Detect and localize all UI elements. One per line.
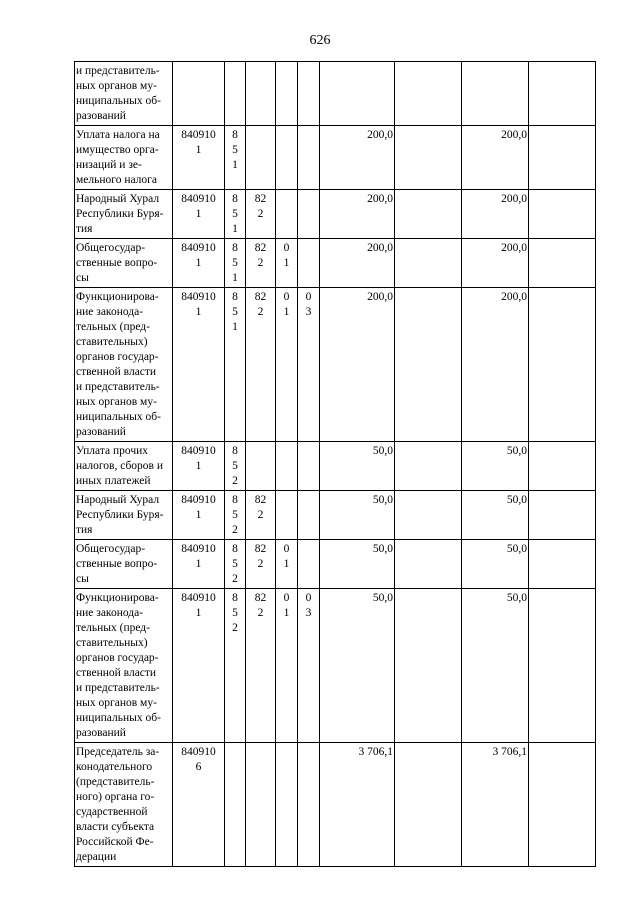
row-section-cell: 0 1 [276,589,298,743]
row-code-cell: 840910 1 [173,239,225,288]
row-amount-2-cell [395,442,462,491]
row-amount-4-cell [529,540,596,589]
row-kvr-cell: 8 5 2 [225,589,246,743]
row-amount-2-cell [395,190,462,239]
row-kvr-cell [225,743,246,867]
row-kvr-cell: 8 5 1 [225,288,246,442]
row-gov-cell [246,126,276,190]
row-kvr-cell [225,62,246,126]
page-number: 626 [309,33,331,48]
row-subsection-cell [298,62,320,126]
row-amount-2-cell [395,540,462,589]
row-amount-2-cell [395,62,462,126]
row-code-cell: 840910 1 [173,190,225,239]
row-amount-3-cell: 50,0 [462,442,529,491]
row-amount-4-cell [529,491,596,540]
row-code-cell: 840910 1 [173,442,225,491]
row-gov-cell: 82 2 [246,239,276,288]
table-row [75,589,596,743]
row-subsection-cell: 0 3 [298,288,320,442]
row-subsection-cell: 0 3 [298,589,320,743]
row-amount-2-cell [395,491,462,540]
row-amount-3-cell: 3 706,1 [462,743,529,867]
row-name-cell: Уплата прочих налогов, сборов и иных платежей [75,442,173,491]
row-kvr-cell: 8 5 2 [225,442,246,491]
row-section-cell [276,743,298,867]
row-amount-2-cell [395,589,462,743]
row-amount-4-cell [529,126,596,190]
row-subsection-cell [298,491,320,540]
row-gov-cell: 82 2 [246,288,276,442]
row-name-cell: Уплата налога на имущество орга- низаций и зе- мельного налога [75,126,173,190]
row-subsection-cell [298,743,320,867]
row-amount-1-cell: 200,0 [320,288,395,442]
row-amount-3-cell: 200,0 [462,190,529,239]
row-amount-2-cell [395,239,462,288]
row-name-cell: Функционирова- ние законода- тельных (пред- ставительных) органов государ- ственной власти и представитель- ных органов му- ниципальных об- разований [75,589,173,743]
row-kvr-cell: 8 5 1 [225,190,246,239]
row-name-cell: Функционирова- ние законода- тельных (пред- ставительных) органов государ- ственной власти и представитель- ных органов му- ниципальных об- разований [75,288,173,442]
row-name-cell: Народный Хурал Республики Буря- тия [75,491,173,540]
row-amount-3-cell: 50,0 [462,540,529,589]
row-amount-4-cell [529,190,596,239]
row-name-cell: и представитель- ных органов му- ниципальных об- разований [75,62,173,126]
row-amount-2-cell [395,126,462,190]
table-row [75,62,596,126]
row-name-cell: Народный Хурал Республики Буря- тия [75,190,173,239]
row-amount-1-cell: 50,0 [320,589,395,743]
row-subsection-cell [298,239,320,288]
row-subsection-cell [298,190,320,239]
row-amount-1-cell: 200,0 [320,239,395,288]
row-amount-1-cell: 50,0 [320,540,395,589]
row-gov-cell: 82 2 [246,589,276,743]
row-amount-1-cell: 200,0 [320,126,395,190]
row-section-cell [276,442,298,491]
row-gov-cell: 82 2 [246,491,276,540]
table-row [75,540,596,589]
row-amount-4-cell [529,589,596,743]
row-code-cell [173,62,225,126]
row-section-cell [276,126,298,190]
budget-table [74,61,596,867]
table-row [75,743,596,867]
row-amount-4-cell [529,239,596,288]
row-code-cell: 840910 1 [173,126,225,190]
row-amount-3-cell: 200,0 [462,126,529,190]
row-amount-3-cell: 50,0 [462,589,529,743]
row-code-cell: 840910 1 [173,589,225,743]
row-name-cell: Общегосудар- ственные вопро- сы [75,239,173,288]
row-amount-4-cell [529,743,596,867]
table-row [75,442,596,491]
row-gov-cell [246,442,276,491]
row-section-cell: 0 1 [276,239,298,288]
row-section-cell [276,62,298,126]
row-amount-4-cell [529,62,596,126]
table-row [75,491,596,540]
row-name-cell: Председатель за- конодательного (представитель- ного) органа го- сударственной власти субъекта Российской Фе- дерации [75,743,173,867]
row-name-cell: Общегосудар- ственные вопро- сы [75,540,173,589]
row-subsection-cell [298,442,320,491]
row-code-cell: 840910 1 [173,491,225,540]
row-amount-4-cell [529,288,596,442]
row-gov-cell: 82 2 [246,190,276,239]
row-kvr-cell: 8 5 2 [225,540,246,589]
row-gov-cell [246,62,276,126]
row-section-cell [276,190,298,239]
row-amount-3-cell: 200,0 [462,288,529,442]
row-amount-1-cell: 200,0 [320,190,395,239]
row-subsection-cell [298,540,320,589]
table-row [75,126,596,190]
table-row [75,239,596,288]
row-amount-4-cell [529,442,596,491]
row-section-cell: 0 1 [276,288,298,442]
row-gov-cell: 82 2 [246,540,276,589]
table-row [75,190,596,239]
row-section-cell: 0 1 [276,540,298,589]
table-row [75,288,596,442]
row-amount-2-cell [395,288,462,442]
row-amount-1-cell [320,62,395,126]
row-kvr-cell: 8 5 1 [225,239,246,288]
row-amount-1-cell: 50,0 [320,442,395,491]
row-code-cell: 840910 1 [173,288,225,442]
row-kvr-cell: 8 5 2 [225,491,246,540]
row-gov-cell [246,743,276,867]
row-amount-3-cell [462,62,529,126]
table-body [75,62,596,867]
row-code-cell: 840910 1 [173,540,225,589]
row-subsection-cell [298,126,320,190]
row-amount-1-cell: 50,0 [320,491,395,540]
row-amount-3-cell: 50,0 [462,491,529,540]
row-code-cell: 840910 6 [173,743,225,867]
row-amount-3-cell: 200,0 [462,239,529,288]
row-section-cell [276,491,298,540]
row-amount-1-cell: 3 706,1 [320,743,395,867]
row-kvr-cell: 8 5 1 [225,126,246,190]
row-amount-2-cell [395,743,462,867]
